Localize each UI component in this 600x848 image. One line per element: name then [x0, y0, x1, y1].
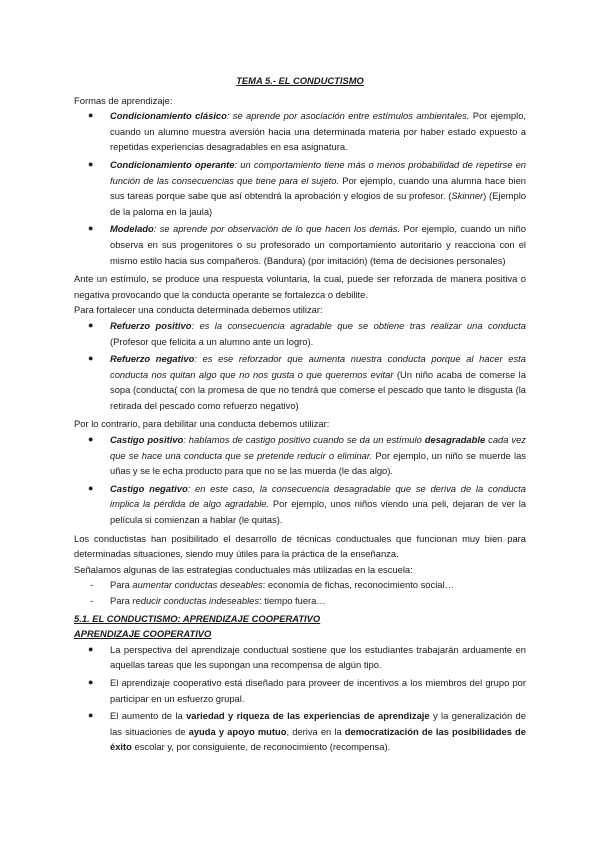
term: Castigo negativo [110, 482, 188, 494]
author: Bandura [266, 254, 303, 266]
definition: : es la consecuencia agradable que se obtiene tras realizar una conducta [191, 319, 526, 331]
fortalecer-heading: Para fortalecer una conducta determinada debemos utilizar: [74, 304, 323, 316]
formas-heading: Formas de aprendizaje: [74, 94, 173, 106]
emphasis: aumentar conductas deseables [132, 579, 263, 591]
example: Por ejemplo, un niño se muerde las uñas y se le echa producto para que no se las muerda (le das algo). [110, 449, 526, 477]
list-item [74, 432, 526, 479]
page-title: TEMA 5.- EL CONDUCTISMO [236, 75, 364, 86]
estimulo-paragraph: Ante un estímulo, se produce una respuesta voluntaria, la cual, puede ser reforzada de manera positiva o negativa provocando que la conducta operante se fortalezca o debilite. [74, 273, 526, 300]
list-item [74, 593, 526, 609]
cooperativo-list [74, 642, 526, 755]
text: Para [110, 595, 133, 606]
example-tail: ) (por imitación) (tema de decisiones personales) [302, 254, 506, 266]
list-item: ● La perspectiva del aprendizaje conductual sostiene que los estudiantes trabajarán arduamente en aquellas tareas que les supongan una recompensa de algún tipo. [74, 642, 526, 673]
list-item [74, 318, 526, 349]
formas-list [74, 108, 526, 268]
list-item [74, 157, 526, 219]
strong-text: ayuda y apoyo mutuo [188, 725, 287, 737]
list-item [74, 577, 526, 593]
definition: : se aprende por asociación entre estímulos ambientales. [226, 110, 470, 122]
list-item [74, 708, 526, 755]
subsection-title: APRENDIZAJE COOPERATIVO [74, 628, 212, 640]
text: : economía de fichas, reconocimiento social… [262, 579, 454, 591]
term: Condicionamiento operante [110, 158, 235, 170]
term: Castigo positivo [110, 434, 184, 446]
example: Por ejemplo, cuando un alumno muestra aversión hacia una determinada materia por haber estado expuesto a repetidas experiencias desagradables en esa asignatura. [110, 110, 527, 153]
text: : tiempo fuera… [259, 595, 326, 606]
example: Por ejemplo, unos niños viendo una peli, dejaran de ver la película si comienzan a hablar (le quitas). [110, 498, 526, 526]
example: Por ejemplo, cuando una alumna hace bien sus tareas porque sabe que así obtendrá la aprobación y elogios de su profesor. ( [110, 174, 526, 202]
document-body [74, 73, 526, 758]
text: escolar y, por consiguiente, de reconocimiento (recompensa). [131, 741, 391, 753]
section-title: 5.1. EL CONDUCTISMO: APRENDIZAJE COOPERATIVO [74, 612, 321, 624]
definition: : es ese reforzador que aumenta nuestra conducta porque al hacer esta conducta nos quitan algo que no nos gusta o que queremos evitar [110, 353, 527, 380]
author: Skinner [451, 190, 484, 202]
example: (Profesor que felicita a un alumno ante un logro). [110, 335, 314, 347]
example: (Un niño acaba de comerse la sopa (conducta( con la promesa de que no tendrá que comerse el pescado que tanto le disgusta (la retirada del pescado como refuerzo negativo) [110, 368, 526, 411]
strong-text: variedad y riqueza de las experiencias de aprendizaje [186, 710, 430, 722]
list-item [74, 221, 526, 268]
text: y la generalización de las situaciones de [110, 710, 526, 737]
definition: : hablamos de castigo positivo cuando se da un estímulo [183, 434, 425, 446]
definition: : un comportamiento tiene más o menos probabilidad de repetirse en función de las consecuencias que tiene para el sujeto. [110, 158, 527, 186]
term: Modelado [110, 223, 154, 235]
emphasis: reducir conductas indeseables [132, 595, 260, 606]
tecnicas-paragraph: Los conductistas han posibilitado el desarrollo de técnicas conductuales que funcionan muy bien para determinadas situaciones, siendo muy útiles para la práctica de la enseñanza. [74, 532, 526, 560]
list-item [74, 108, 526, 155]
estrategias-list [74, 577, 526, 608]
text: El aumento de la [110, 710, 187, 722]
strong-text: democratización de las posibilidades de éxito [110, 725, 526, 753]
fortalecer-list [74, 318, 526, 414]
debilitar-list [74, 432, 526, 528]
debilitar-heading: Por lo contrario, para debilitar una conducta debemos utilizar: [74, 418, 330, 430]
example: Por ejemplo, cuando un niño observa en sus progenitores o su profesorado un comportamiento autoritario y reacciona con el mismo estilo hacia sus compañeros. ( [110, 223, 526, 266]
term: Refuerzo negativo [110, 353, 195, 365]
text: , deriva en la [286, 725, 345, 737]
definition: : en este caso, la consecuencia desagradable que se deriva de la conducta implica la pérdida de algo agradable. [110, 482, 526, 510]
definition-strong: desagradable [424, 434, 486, 446]
term: Refuerzo positivo [110, 319, 192, 331]
definition-tail: cada vez que se hace una conducta que se pretende reducir o eliminar. [110, 434, 526, 461]
estrategias-heading: Señalamos algunas de las estrategias conductuales más utilizadas en la escuela: [74, 563, 413, 575]
list-item [74, 481, 526, 528]
text: Para [110, 579, 133, 591]
example-tail: ) (Ejemplo de la paloma en la jaula) [110, 190, 527, 217]
list-item: ● El aprendizaje cooperativo está diseñado para proveer de incentivos a los miembros del grupo por participar en un esfuerzo grupal. [74, 675, 526, 706]
term: Condicionamiento clásico [110, 110, 227, 122]
list-item [74, 351, 526, 413]
definition: : se aprende por observación de lo que hacen los demás. [153, 223, 401, 235]
